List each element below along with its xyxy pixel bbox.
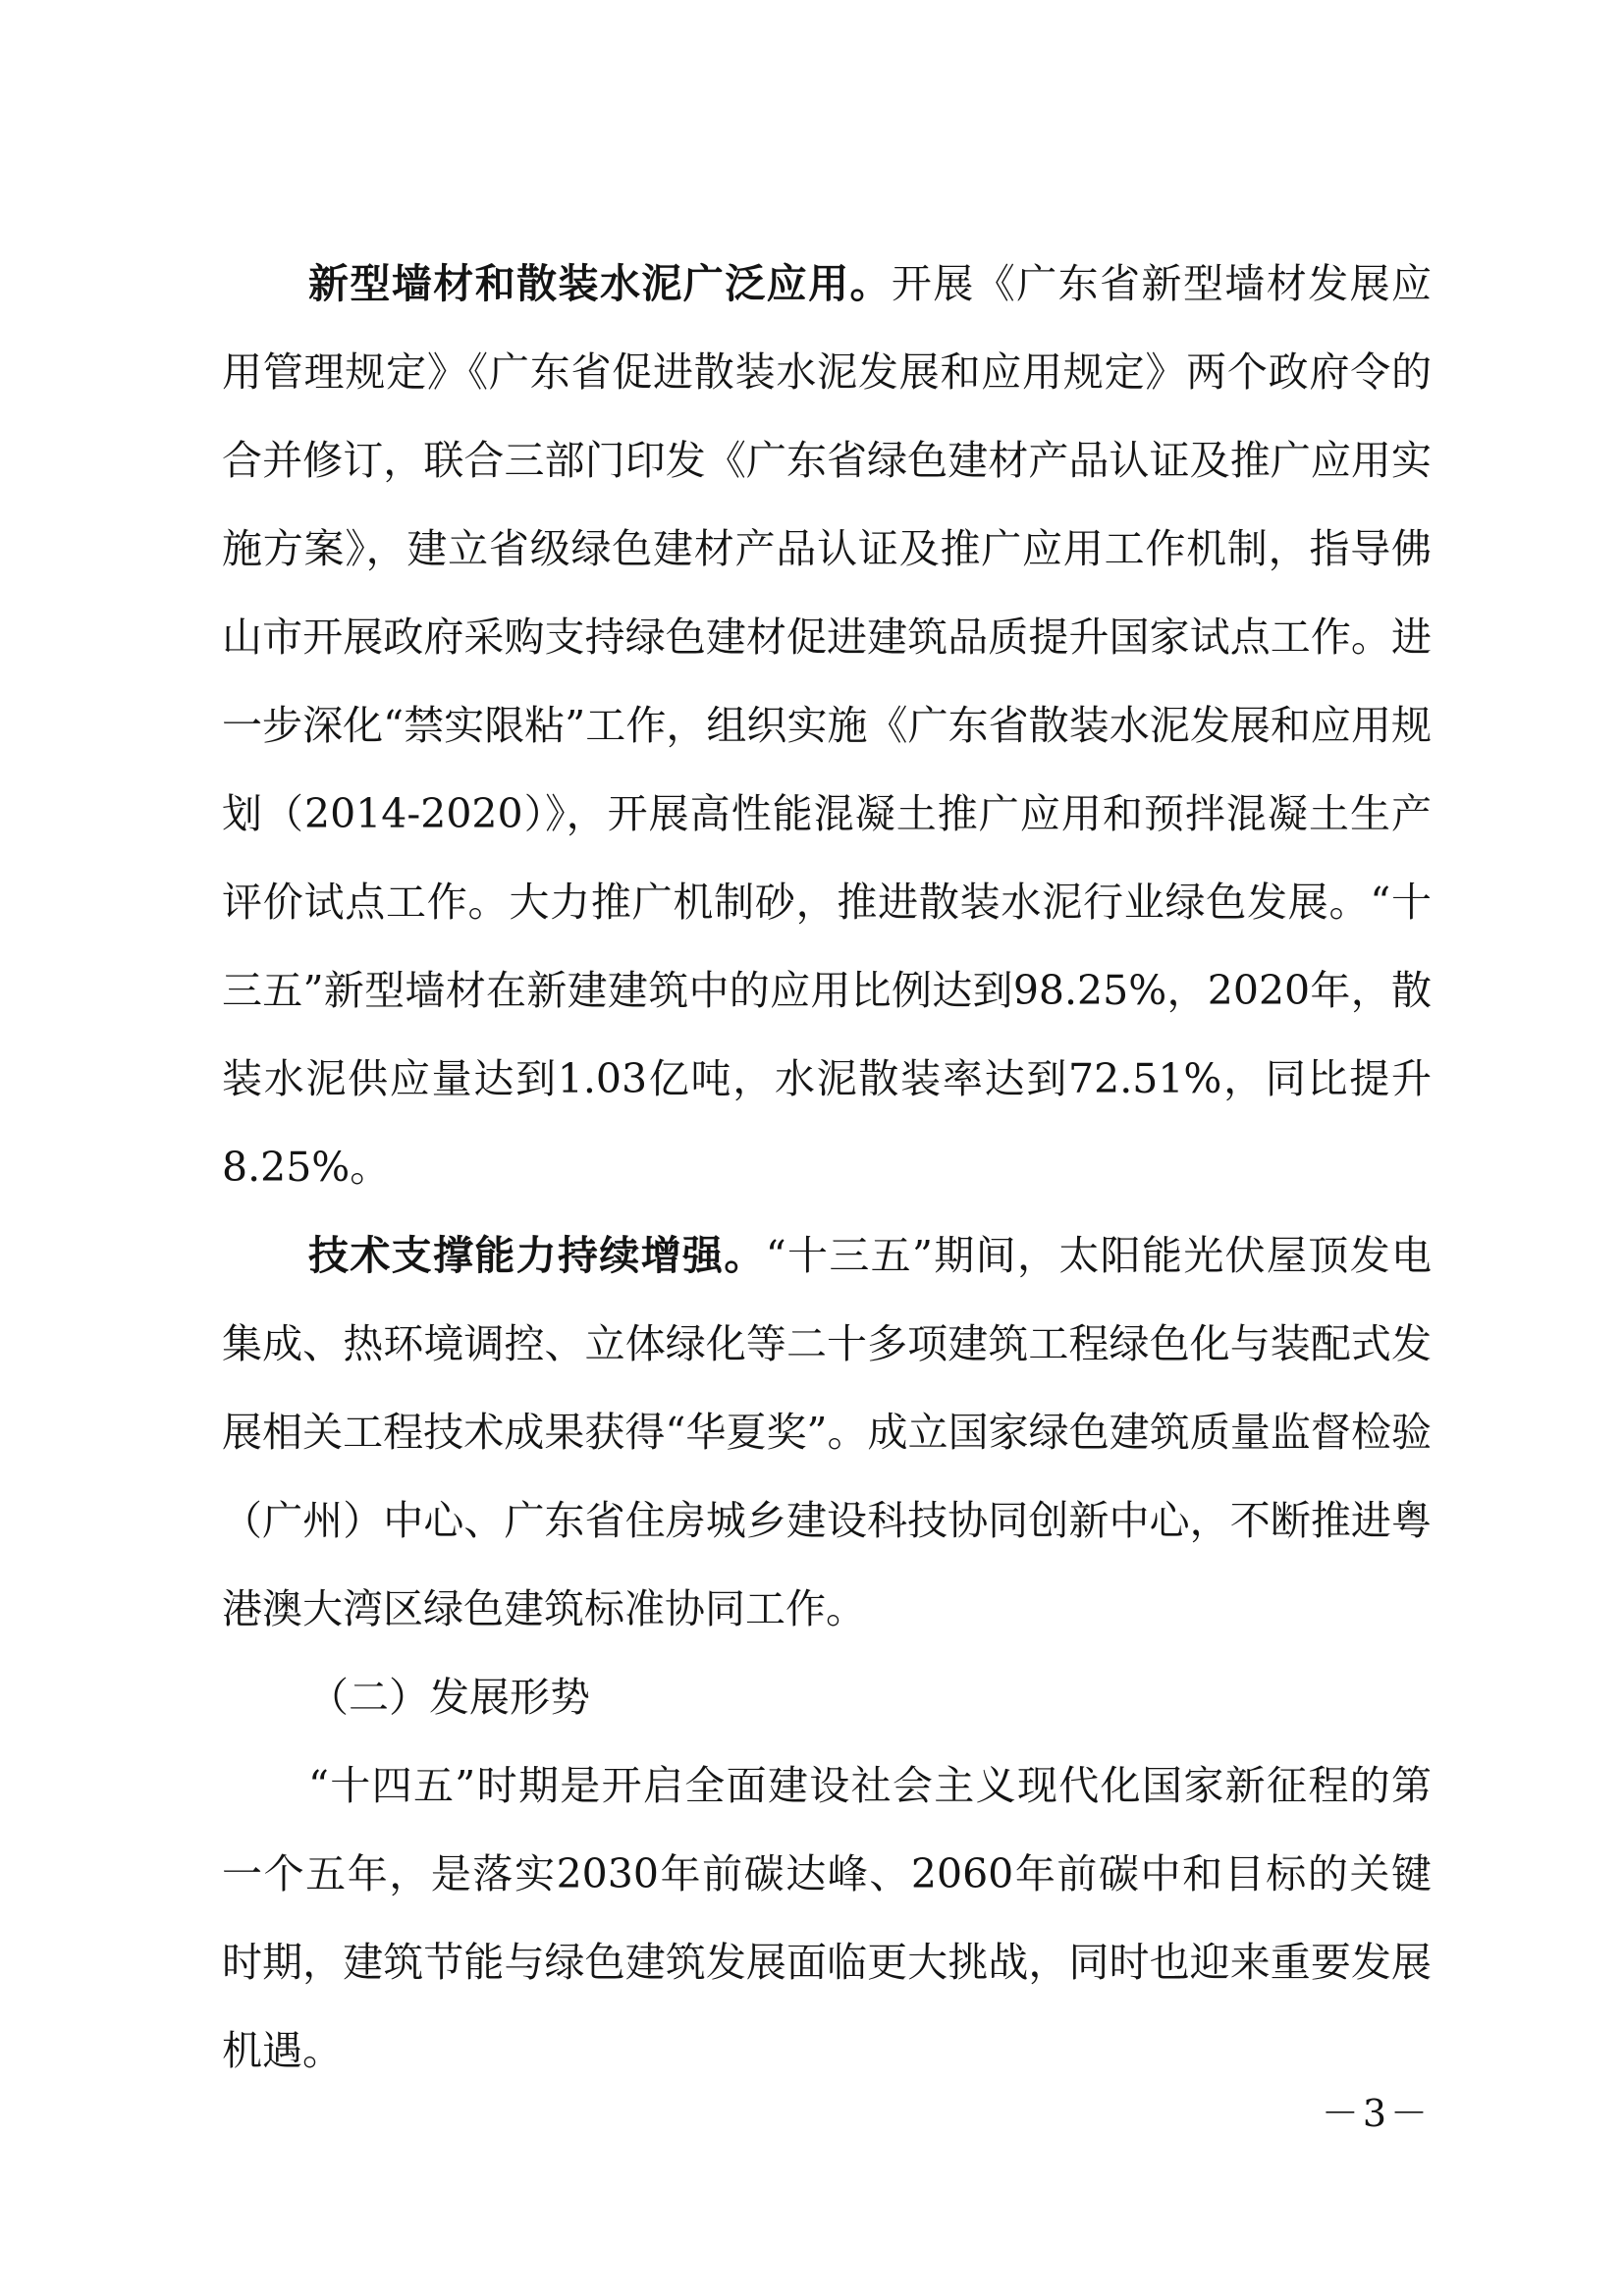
paragraph-technical-support xyxy=(222,1211,1432,1653)
paragraph-text: 开展《广东省新型墙材发展应用管理规定》《广东省促进散装水泥发展和应用规定》两个政府令的合并修订，联合三部门印发《广东省绿色建材产品认证及推广应用实施方案》，建立省级绿色建材产品认证及推广应用工作机制，指导佛山市开展政府采购支持绿色建材促进建筑品质提升国家试点工作。进一步深化“禁实限粘”工作，组织实施《广东省散装水泥发展和应用规划（2014-2020）》，开展高性能混凝土推广应用和预拌混凝土生产评价试点工作。大力推广机制砂，推进散装水泥行业绿色发展。“十三五”新型墙材在新建建筑中的应用比例达到98.25%，2020年，散装水泥供应量达到1.03亿吨，水泥散装率达到72.51%，同比提升8.25%。 xyxy=(222,260,1432,1191)
paragraph-new-wall-materials xyxy=(222,240,1432,1211)
document-body xyxy=(222,240,1432,2095)
paragraph-lead: 新型墙材和散装水泥广泛应用。 xyxy=(308,260,892,307)
page-number: －3－ xyxy=(1321,2092,1432,2135)
paragraph-development-situation: “十四五”时期是开启全面建设社会主义现代化国家新征程的第一个五年，是落实2030年前碳达峰、2060年前碳中和目标的关键时期，建筑节能与绿色建筑发展面临更大挑战，同时也迎来重要发展机遇。 xyxy=(222,1762,1432,2074)
paragraph-lead: 技术支撑能力持续增强。 xyxy=(308,1232,766,1279)
paragraph-text: “十三五”期间，太阳能光伏屋顶发电集成、热环境调控、立体绿化等二十多项建筑工程绿色化与装配式发展相关工程技术成果获得“华夏奖”。成立国家绿色建筑质量监督检验（广州）中心、广东省住房城乡建设科技协同创新中心，不断推进粤港澳大湾区绿色建筑标准协同工作。 xyxy=(222,1232,1433,1632)
section-heading: （二）发展形势 xyxy=(308,1674,590,1721)
